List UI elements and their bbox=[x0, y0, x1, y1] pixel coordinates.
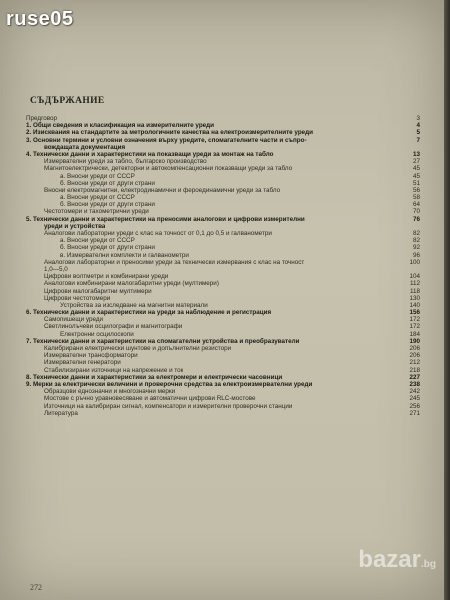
toc-entry bbox=[26, 151, 422, 158]
toc-entry bbox=[26, 259, 422, 266]
toc-entry-title: 1,0—5,0 bbox=[44, 265, 68, 273]
contents-heading: СЪДЪРЖАНИЕ bbox=[30, 96, 105, 106]
toc-entry-page: 172 bbox=[409, 316, 420, 324]
toc-entry-title: а. Вносни уреди от СССР bbox=[60, 237, 135, 245]
toc-entry bbox=[26, 295, 422, 302]
toc-entry bbox=[26, 302, 422, 309]
toc-entry bbox=[26, 237, 422, 244]
toc-entry bbox=[26, 216, 422, 223]
toc-entry-title: Аналогови лабораторни уреди с клас на точност от 0,1 до 0,5 и галванометри bbox=[44, 230, 272, 237]
toc-entry-page: 118 bbox=[409, 287, 420, 295]
toc-entry-title: в. Измервателни комплекти и галванометри bbox=[60, 251, 189, 259]
table-of-contents bbox=[26, 115, 422, 417]
toc-entry bbox=[26, 223, 422, 230]
toc-entry-page: 64 bbox=[412, 201, 420, 209]
toc-entry-title: Цифрови волтметри и комбинирани уреди bbox=[44, 273, 169, 281]
toc-entry bbox=[26, 345, 422, 352]
toc-entry-page: 51 bbox=[412, 179, 420, 187]
toc-entry-page: 206 bbox=[409, 352, 420, 360]
toc-entry bbox=[26, 266, 422, 273]
toc-entry bbox=[26, 352, 422, 359]
toc-entry-page: 7 bbox=[416, 136, 420, 144]
toc-entry-page: 218 bbox=[409, 366, 420, 374]
toc-entry bbox=[26, 208, 422, 215]
toc-entry-title: Вносни електромагнитни, електродинамични и фероединамични уреди за табло bbox=[44, 186, 281, 194]
toc-entry-title: уреди и устройства bbox=[44, 222, 106, 230]
toc-entry-page: 56 bbox=[412, 186, 420, 194]
toc-entry-page: 112 bbox=[409, 280, 420, 288]
toc-entry bbox=[26, 180, 422, 187]
toc-entry bbox=[26, 381, 422, 388]
toc-entry bbox=[26, 137, 422, 144]
toc-entry-title: Калибрирани електрически шунтове и допълнителни резистори bbox=[44, 345, 232, 352]
toc-entry bbox=[26, 129, 422, 136]
toc-entry-title: Образцови еднозначни и многозначни мерки bbox=[44, 388, 176, 396]
toc-entry bbox=[26, 187, 422, 194]
seller-watermark: ruse05 bbox=[6, 8, 74, 30]
toc-entry-page: 242 bbox=[409, 388, 420, 396]
book-spine bbox=[444, 0, 450, 600]
toc-entry bbox=[26, 230, 422, 237]
toc-entry bbox=[26, 115, 422, 122]
toc-entry bbox=[26, 158, 422, 165]
toc-entry bbox=[26, 359, 422, 366]
toc-entry-title: Аналогови комбинирани малогабаритни уреди (мултимери) bbox=[44, 280, 219, 288]
toc-entry-page: 206 bbox=[409, 345, 420, 352]
toc-entry-page: 45 bbox=[412, 165, 420, 173]
toc-entry-title: Магнитоелектрически, детекторни и автокомпенсационни показващи уреди за табло bbox=[44, 165, 293, 173]
toc-entry bbox=[26, 252, 422, 259]
toc-entry-title: б. Вносни уреди от други страни bbox=[60, 201, 155, 209]
toc-entry bbox=[26, 403, 422, 410]
toc-entry-page: 58 bbox=[412, 194, 420, 202]
site-watermark-tld: .bg bbox=[421, 559, 436, 570]
toc-entry-page: 100 bbox=[409, 258, 420, 266]
toc-entry-title: Електронни осцилоскопи bbox=[60, 330, 134, 338]
site-watermark bbox=[358, 546, 436, 574]
toc-entry bbox=[26, 173, 422, 180]
toc-entry-page: 130 bbox=[409, 294, 420, 302]
toc-entry-page: 190 bbox=[409, 337, 420, 345]
toc-entry-page: 238 bbox=[409, 380, 420, 388]
toc-entry-title: Литература bbox=[44, 409, 78, 417]
toc-entry-page: 96 bbox=[412, 251, 420, 259]
toc-entry-title: 4. Технически данни и характеристики на показващи уреди за монтаж на табло bbox=[26, 150, 274, 158]
toc-entry-title: 6. Технически данни и характеристики на уреди за наблюдение и регистрация bbox=[26, 309, 272, 317]
toc-entry bbox=[26, 194, 422, 201]
toc-entry-page: 256 bbox=[409, 402, 420, 410]
toc-entry-title: б. Вносни уреди от други страни bbox=[60, 244, 155, 252]
toc-entry-page: 70 bbox=[412, 208, 420, 216]
toc-entry-title: Цифрови малогабаритни мултимери bbox=[44, 287, 152, 295]
toc-entry-title: Устройства за изследване на магнитни материали bbox=[60, 301, 208, 309]
toc-entry-title: Аналогови лабораторни и преносими уреди за технически измервания с клас на точност bbox=[44, 258, 305, 266]
toc-entry-title: Честотомери и тахометрични уреди bbox=[44, 208, 149, 216]
toc-entry-page: 92 bbox=[412, 244, 420, 252]
toc-entry-title: Измервателни трансформатори bbox=[44, 352, 138, 360]
toc-entry-page: 140 bbox=[409, 301, 420, 309]
toc-entry-page: 184 bbox=[409, 330, 420, 338]
toc-entry bbox=[26, 323, 422, 330]
toc-entry bbox=[26, 273, 422, 280]
toc-entry bbox=[26, 316, 422, 323]
toc-entry-title: 8. Технически данни и характеристики за електромери и електрически часовници bbox=[26, 373, 283, 381]
toc-entry-page: 13 bbox=[412, 150, 420, 158]
toc-entry-title: Измервателни генератори bbox=[44, 359, 121, 367]
toc-entry-title: вождащата документация bbox=[44, 143, 126, 151]
toc-entry bbox=[26, 280, 422, 287]
toc-entry bbox=[26, 309, 422, 316]
toc-entry bbox=[26, 144, 422, 151]
toc-entry-title: Самопишещи уреди bbox=[44, 316, 104, 324]
toc-entry-page: 156 bbox=[409, 309, 420, 317]
toc-entry-page: 245 bbox=[409, 395, 420, 403]
toc-entry-title: б. Вносни уреди от други страни bbox=[60, 179, 155, 187]
toc-entry-title: Мостове с ръчно уравновесяване и автоматични цифрови RLC-мостове bbox=[44, 395, 256, 403]
toc-entry-title: 7. Технически данни и характеристики на спомагателни устройства и преобразуватели bbox=[26, 337, 300, 345]
toc-entry-page: 212 bbox=[409, 359, 420, 367]
toc-entry-page: 104 bbox=[409, 273, 420, 281]
toc-entry bbox=[26, 410, 422, 417]
toc-entry bbox=[26, 388, 422, 395]
toc-entry-title: Източници на калибриран сигнал, компенсатори и измерителни проверочни станции bbox=[44, 402, 293, 410]
toc-entry bbox=[26, 201, 422, 208]
toc-entry-title: 1. Общи сведения и класификация на измерителните уреди bbox=[26, 122, 215, 130]
toc-entry-title: Измервателни уреди за табло, българско производство bbox=[44, 158, 207, 166]
toc-entry-title: 3. Основни термини и условни означения върху уредите, спомагателните части и съпро- bbox=[26, 136, 307, 144]
toc-entry-title: Предговор bbox=[26, 115, 58, 122]
toc-entry-title: Светлинолъчеви осцилографи и магнитографи bbox=[44, 323, 183, 331]
toc-entry bbox=[26, 374, 422, 381]
page-number: 272 bbox=[30, 583, 42, 592]
toc-entry bbox=[26, 122, 422, 129]
toc-entry bbox=[26, 395, 422, 402]
toc-entry bbox=[26, 165, 422, 172]
toc-entry-page: 172 bbox=[409, 323, 420, 331]
toc-entry-page: 76 bbox=[412, 215, 420, 223]
toc-entry-title: 5. Технически данни и характеристики на преносими аналогови и цифрови измерителни bbox=[26, 215, 305, 223]
toc-entry-page: 82 bbox=[412, 237, 420, 245]
toc-entry-page: 27 bbox=[412, 158, 420, 166]
toc-entry-title: 2. Изисквания на стандартите за метрологичните качества на електроизмерителните уреди bbox=[26, 129, 314, 137]
toc-entry-page: 271 bbox=[409, 409, 420, 417]
toc-entry-title: а. Вносни уреди от СССР bbox=[60, 194, 135, 202]
toc-entry bbox=[26, 338, 422, 345]
toc-entry bbox=[26, 367, 422, 374]
toc-entry-title: Цифрови честотомери bbox=[44, 294, 111, 302]
toc-entry-page: 4 bbox=[416, 122, 420, 130]
toc-entry-page: 3 bbox=[416, 115, 420, 122]
toc-entry-page: 45 bbox=[412, 172, 420, 180]
toc-entry-title: 9. Мерки за електрически величини и проверочни средства за електроизмервателни уреди bbox=[26, 380, 313, 388]
toc-entry bbox=[26, 331, 422, 338]
toc-entry-page: 82 bbox=[412, 230, 420, 237]
toc-entry bbox=[26, 288, 422, 295]
toc-entry-page: 227 bbox=[409, 373, 420, 381]
toc-entry-title: а. Вносни уреди от СССР bbox=[60, 172, 135, 180]
site-watermark-name: bazar bbox=[358, 546, 421, 573]
toc-entry-title: Стабилизирани източници на напрежение и ток bbox=[44, 366, 184, 374]
toc-entry bbox=[26, 244, 422, 251]
toc-entry-page: 5 bbox=[416, 129, 420, 137]
